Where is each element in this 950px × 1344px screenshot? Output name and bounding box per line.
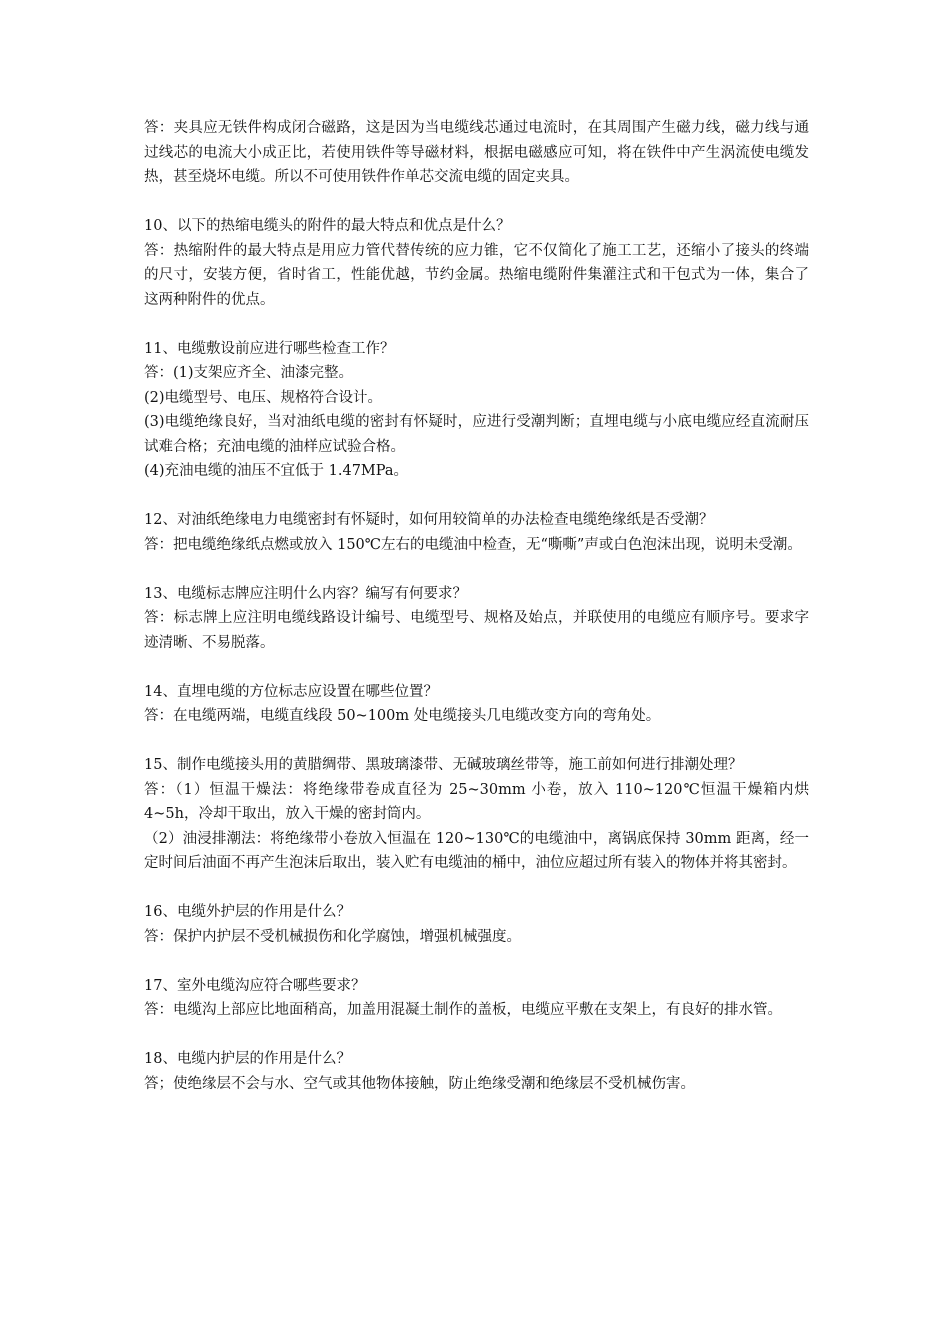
question-heading: 15、制作电缆接头用的黄腊绸带、黑玻璃漆带、无碱玻璃丝带等，施工前如何进行排潮处理？: [144, 757, 743, 773]
answer-paragraph: (2)电缆型号、电压、规格符合设计。: [144, 389, 383, 406]
answer-paragraph: 答：把电缆绝缘纸点燃或放入 150℃左右的电缆油中检查，无“嘶嘶”声或白色泡沫出现，说明未受潮。: [144, 536, 802, 553]
question-heading: 12、对油纸绝缘电力电缆密封有怀疑时，如何用较简单的办法检查电缆绝缘纸是否受潮？: [144, 512, 714, 528]
paragraph-gap: [144, 190, 809, 215]
answer-paragraph: 答：夹具应无铁件构成闭合磁路，这是因为当电缆线芯通过电流时，在其周围产生磁力线，磁力线与通过线芯的电流大小成正比，若使用铁件等导磁材料，根据电磁感应可知，将在铁件中产生涡流使电缆发热，甚至烧坏电缆。所以不可使用铁件作单芯交流电缆的固定夹具。: [144, 120, 809, 185]
question-heading: 10、以下的热缩电缆头的附件的最大特点和优点是什么？: [144, 218, 511, 234]
question-heading: 13、电缆标志牌应注明什么内容？编写有何要求？: [144, 585, 467, 602]
paragraph-gap: [144, 1023, 809, 1048]
answer-paragraph: 答：（1）恒温干燥法：将绝缘带卷成直径为 25~30mm 小卷，放入 110~120℃恒温干燥箱内烘 4~5h，冷却干取出，放入干燥的密封筒内。: [144, 781, 809, 822]
answer-paragraph: (4)充油电缆的油压不宜低于 1.47MPa。: [144, 463, 409, 479]
document-body: [144, 116, 809, 1096]
answer-paragraph: (3)电缆绝缘良好，当对油纸电缆的密封有怀疑时，应进行受潮判断；直埋电缆与小底电缆应经直流耐压试难合格；充油电缆的油样应试验合格。: [144, 414, 809, 455]
paragraph-gap: [144, 484, 809, 509]
answer-paragraph: 答：标志牌上应注明电缆线路设计编号、电缆型号、规格及始点，并联使用的电缆应有顺序号。要求字迹清晰、不易脱落。: [144, 610, 809, 651]
paragraph-gap: [144, 312, 809, 337]
question-heading: 14、直埋电缆的方位标志应设置在哪些位置？: [144, 683, 438, 700]
answer-paragraph: 答：保护内护层不受机械损伤和化学腐蚀，增强机械强度。: [144, 928, 521, 945]
question-heading: 11、电缆敷设前应进行哪些检查工作？: [144, 340, 395, 357]
question-heading: 18、电缆内护层的作用是什么？: [144, 1051, 351, 1067]
paragraph-gap: [144, 557, 809, 582]
paragraph-gap: [144, 949, 809, 974]
answer-paragraph: 答：(1)支架应齐全、油漆完整。: [144, 365, 354, 381]
question-heading: 17、室外电缆沟应符合哪些要求？: [144, 977, 366, 994]
question-heading: 16、电缆外护层的作用是什么？: [144, 904, 351, 920]
answer-paragraph: 答：热缩附件的最大特点是用应力管代替传统的应力锥，它不仅简化了施工工艺，还缩小了接头的终端的尺寸，安装方便，省时省工，性能优越，节约金属。热缩电缆附件集灌注式和干包式为一体，集合了这两种附件的优点。: [144, 242, 809, 308]
answer-paragraph: 答：在电缆两端，电缆直线段 50~100m 处电缆接头几电缆改变方向的弯角处。: [144, 708, 661, 724]
answer-paragraph: （2）油浸排潮法：将绝缘带小卷放入恒温在 120~130℃的电缆油中，离锅底保持 30mm 距离，经一定时间后油面不再产生泡沫后取出，装入贮有电缆油的桶中，油位应超过所有装入的物体并将其密封。: [144, 830, 809, 871]
paragraph-gap: [144, 729, 809, 754]
answer-paragraph: 答；使绝缘层不会与水、空气或其他物体接触，防止绝缘受潮和绝缘层不受机械伤害。: [144, 1075, 695, 1092]
paragraph-gap: [144, 876, 809, 901]
paragraph-gap: [144, 655, 809, 680]
answer-paragraph: 答：电缆沟上部应比地面稍高，加盖用混凝土制作的盖板，电缆应平敷在支架上，有良好的排水管。: [144, 1002, 782, 1018]
